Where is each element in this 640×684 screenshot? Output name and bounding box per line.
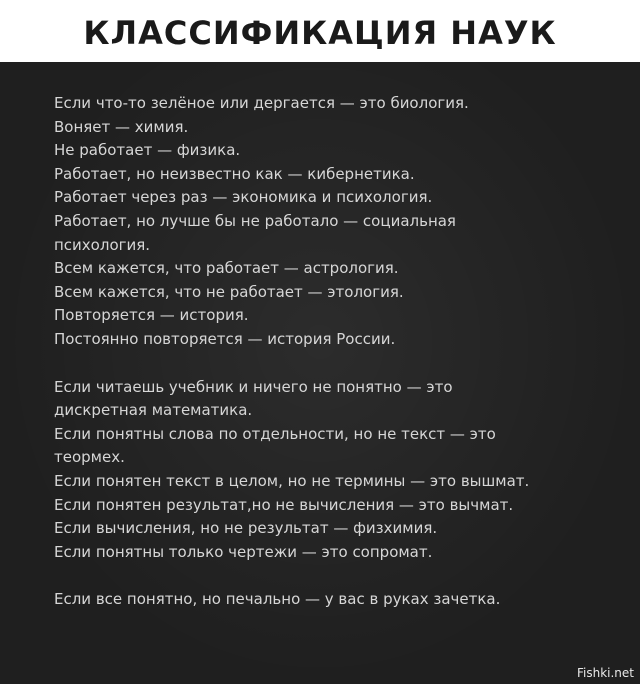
text-line: теормех. (54, 448, 125, 467)
text-line: Работает, но неизвестно как — кибернетика. (54, 164, 415, 183)
text-block (54, 92, 614, 612)
text-line: Если вычисления, но не результат — физхимия. (54, 519, 438, 538)
chalkboard (0, 62, 640, 684)
text-line: дискретная математика. (54, 401, 253, 420)
text-line: Если понятны только чертежи — это сопромат. (54, 542, 433, 561)
text-line: Работает, но лучше бы не работало — социальная (54, 211, 456, 230)
text-line: Если что-то зелёное или дергается — это биология. (54, 94, 469, 112)
text-line: Не работает — физика. (54, 141, 241, 160)
text-line: психология. (54, 235, 151, 254)
text-line: Постоянно повторяется — история России. (54, 329, 396, 348)
paragraph-gap (54, 352, 614, 376)
text-line: Если все понятно, но печально — у вас в руках зачетка. (54, 590, 501, 609)
text-line: Всем кажется, что не работает — этология. (54, 282, 404, 301)
text-line: Работает через раз — экономика и психология. (54, 188, 433, 207)
text-line: Если читаешь учебник и ничего не понятно — это (54, 377, 453, 396)
text-line: Воняет — химия. (54, 117, 189, 136)
text-line: Если понятен результат,но не вычисления — это вычмат. (54, 495, 514, 514)
text-line: Повторяется — история. (54, 306, 249, 325)
text-line: Всем кажется, что работает — астрология. (54, 259, 399, 278)
text-line: Если понятен текст в целом, но не термины — это вышмат. (54, 471, 530, 490)
text-line: Если понятны слова по отдельности, но не текст — это (54, 424, 496, 443)
title-bar (0, 0, 640, 62)
watermark: Fishki.net (576, 666, 634, 680)
page-title: КЛАССИФИКАЦИЯ НАУК (83, 14, 557, 52)
paragraph-gap (54, 564, 614, 588)
